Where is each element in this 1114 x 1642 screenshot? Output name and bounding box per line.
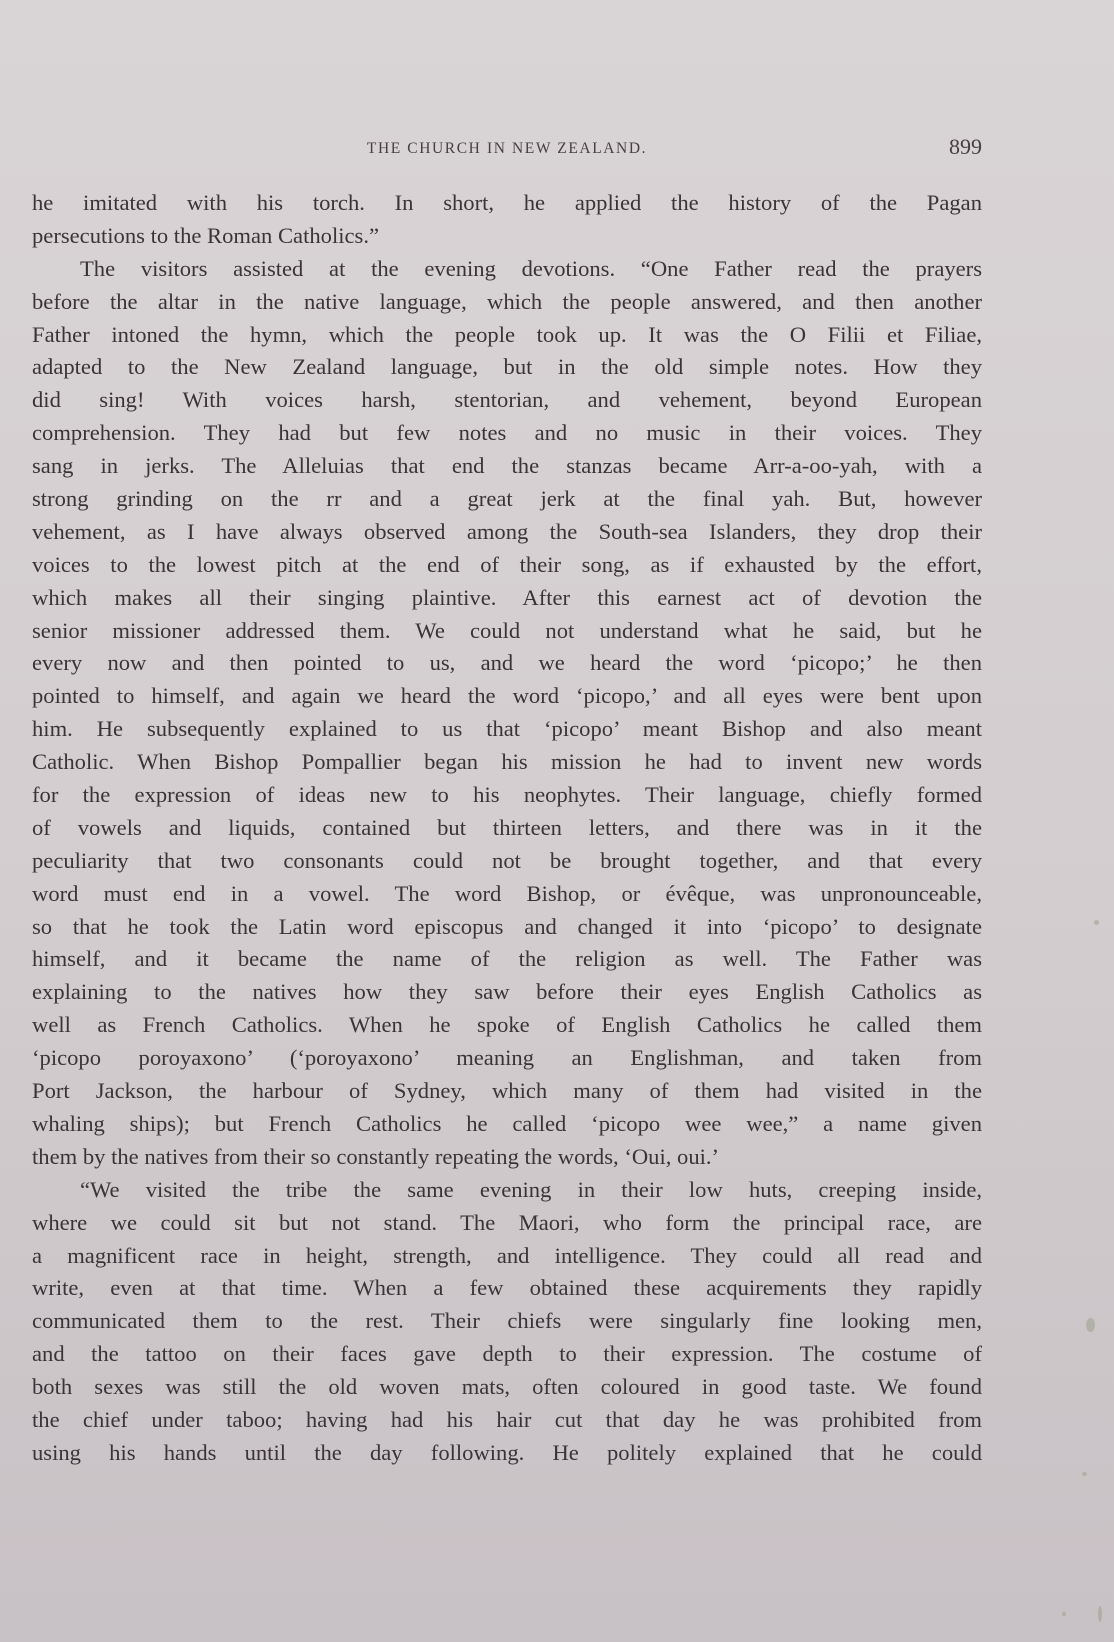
text-line: senior missioner addressed them. We could not understand what he said, but he [32,617,982,643]
text-line: ‘picopo poroyaxono’ (‘poroyaxono’ meaning an Englishman, and taken from [32,1045,982,1071]
text-line: for the expression of ideas new to his neophytes. Their language, chiefly formed [32,782,982,808]
text-line: vehement, as I have always observed among the South-sea Islanders, they drop their [32,518,982,544]
text-line: both sexes was still the old woven mats, often coloured in good taste. We found [32,1374,982,1400]
text-line: them by the natives from their so constantly repeating the words, ‘Oui, oui.’ [32,1143,720,1169]
text-line: write, even at that time. When a few obtained these acquirements they rapidly [32,1275,982,1301]
text-line: using his hands until the day following. He politely explained that he could [32,1439,982,1465]
text-line: of vowels and liquids, contained but thirteen letters, and there was in it the [32,814,982,840]
text-line: voices to the lowest pitch at the end of their song, as if exhausted by the effort, [32,551,982,577]
running-title: THE CHURCH IN NEW ZEALAND. [366,140,648,157]
paper-speck [1062,1612,1066,1616]
text-line: peculiarity that two consonants could not be brought together, and that every [32,847,982,873]
text-line: strong grinding on the rr and a great jerk at the final yah. But, however [32,486,982,512]
text-line: a magnificent race in height, strength, and intelligence. They could all read and [32,1242,982,1268]
text-line: Father intoned the hymn, which the people took up. It was the O Filii et Filiae, [32,321,982,347]
text-line: Catholic. When Bishop Pompallier began his mission he had to invent new words [32,749,982,775]
paper-speck [1094,920,1099,925]
text-line: before the altar in the native language, which the people answered, and then another [32,288,982,314]
page-number: 899 [949,134,982,159]
text-line: the chief under taboo; having had his hair cut that day he was prohibited from [32,1406,982,1432]
text-line: which makes all their singing plaintive. After this earnest act of devotion the [32,584,982,610]
paper-speck [1082,1472,1087,1476]
paper-speck [1086,1318,1095,1332]
text-line: whaling ships); but French Catholics he called ‘picopo wee wee,” a name given [32,1110,982,1136]
text-line: “We visited the tribe the same evening in their low huts, creeping inside, [80,1176,982,1202]
text-line: comprehension. They had but few notes and no music in their voices. They [32,420,982,446]
text-line: he imitated with his torch. In short, he applied the history of the Pagan [32,190,982,215]
text-line: every now and then pointed to us, and we heard the word ‘picopo;’ he then [32,650,982,676]
text-line: and the tattoo on their faces gave depth to their expression. The costume of [32,1341,982,1367]
paper-speck [1098,1606,1102,1622]
text-line: well as French Catholics. When he spoke of English Catholics he called them [32,1012,982,1038]
text-line: so that he took the Latin word episcopus and changed it into ‘picopo’ to designate [32,913,982,939]
text-line: Port Jackson, the harbour of Sydney, which many of them had visited in the [32,1078,982,1104]
text-line: himself, and it became the name of the religion as well. The Father was [32,946,982,972]
text-line: communicated them to the rest. Their chiefs were singularly fine looking men, [32,1308,982,1334]
text-line: sang in jerks. The Alleluias that end the stanzas became Arr-a-oo-yah, with a [32,453,982,479]
text-line: did sing! With voices harsh, stentorian, and vehement, beyond European [32,387,982,413]
page-header [32,134,982,164]
text-line: adapted to the New Zealand language, but in the old simple notes. How they [32,354,982,380]
text-line: explaining to the natives how they saw before their eyes English Catholics as [32,979,982,1005]
text-line: where we could sit but not stand. The Maori, who form the principal race, are [32,1209,982,1235]
body-text [32,187,982,1470]
text-line: pointed to himself, and again we heard the word ‘picopo,’ and all eyes were bent upon [32,683,982,709]
text-line: persecutions to the Roman Catholics.” [32,222,379,248]
text-line: word must end in a vowel. The word Bishop, or évêque, was unpronounceable, [32,880,982,906]
text-line: him. He subsequently explained to us that ‘picopo’ meant Bishop and also meant [32,716,982,742]
text-line: The visitors assisted at the evening devotions. “One Father read the prayers [80,255,982,281]
